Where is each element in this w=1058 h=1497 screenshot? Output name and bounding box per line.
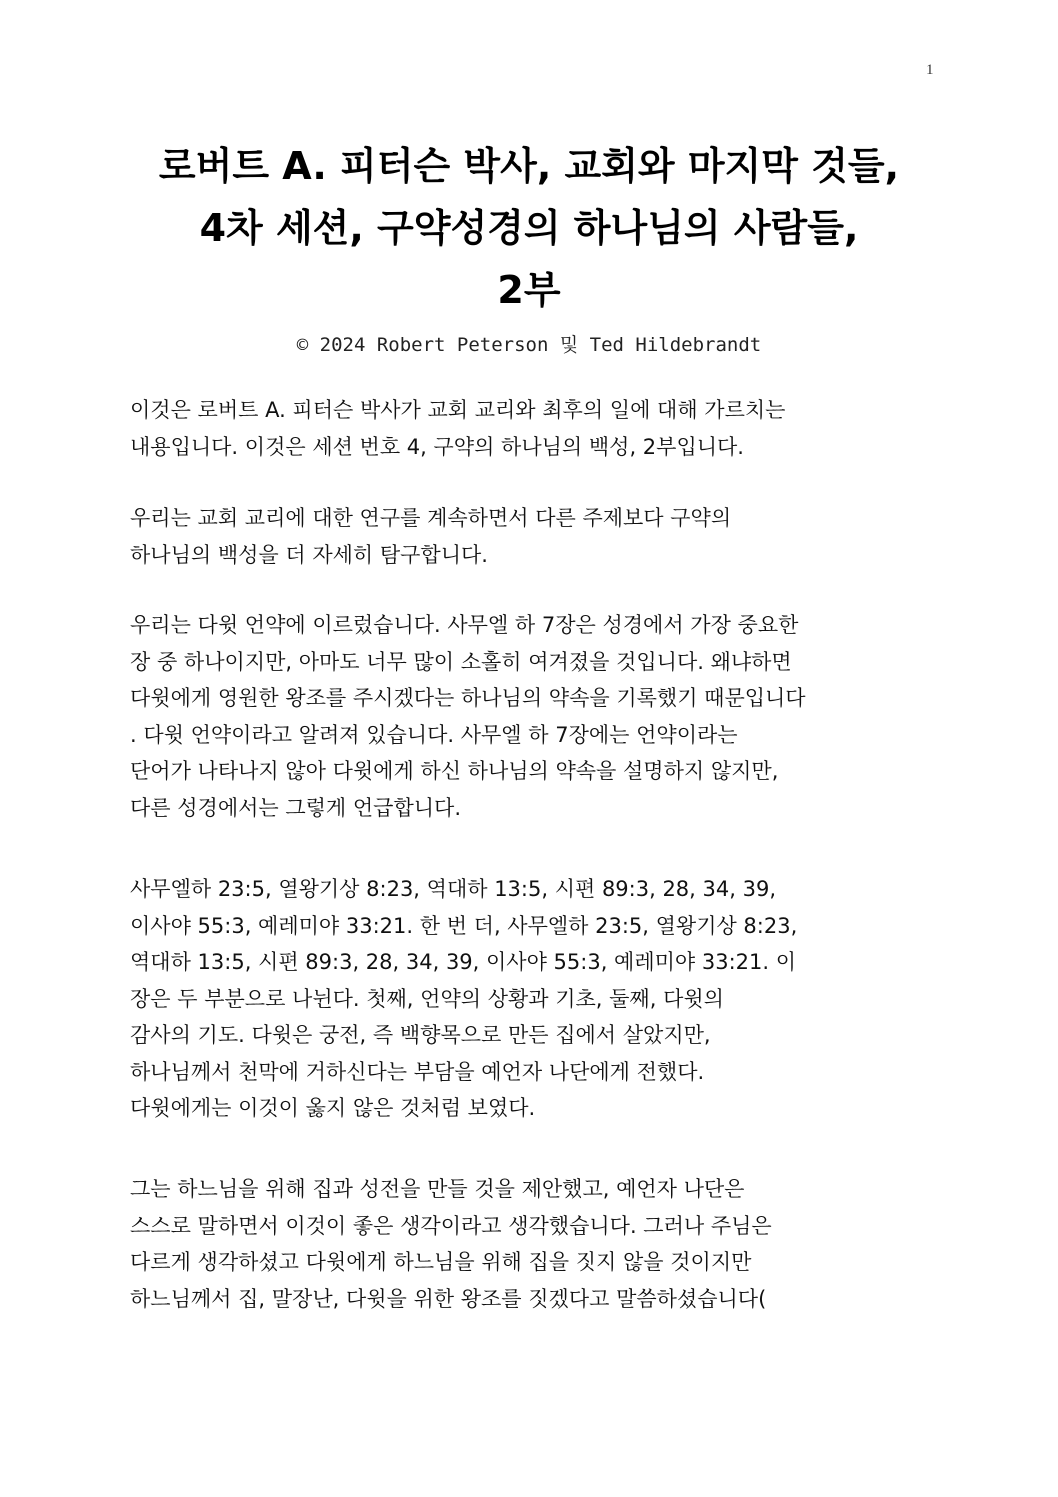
paragraph (130, 500, 930, 573)
document-title (60, 135, 998, 321)
title-line: 2부 (497, 268, 561, 312)
text-line: 스스로 말하면서 이것이 좋은 생각이라고 생각했습니다. 그러나 주님은 (130, 1213, 772, 1238)
text-line: 역대하 13:5, 시편 89:3, 28, 34, 39, 이사야 55:3, 예레미야 33:21. 이 (130, 950, 797, 974)
text-line: 다윗에게는 이것이 옳지 않은 것처럼 보였다. (130, 1096, 536, 1120)
text-line: 하나님께서 천막에 거하신다는 부담을 예언자 나단에게 전했다. (130, 1059, 705, 1084)
text-line: 하나님의 백성을 더 자세히 탐구합니다. (130, 542, 488, 567)
page-number: 1 (926, 62, 934, 78)
text-line: 장 중 하나이지만, 아마도 너무 많이 소홀히 여겨졌을 것입니다. 왜냐하면 (130, 649, 792, 674)
copyright-notice: © 2024 Robert Peterson 및 Ted Hildebrandt (296, 334, 762, 356)
paragraph-temple (130, 1171, 930, 1317)
paragraph-study (130, 500, 930, 573)
paragraph (130, 871, 930, 1127)
paragraph-intro (130, 392, 930, 465)
paragraph-davidic-covenant (130, 607, 930, 826)
text-line: 다윗에게 영원한 왕조를 주시겠다는 하나님의 약속을 기록했기 때문입니다 (130, 686, 806, 710)
text-line: 다르게 생각하셨고 다윗에게 하느님을 위해 집을 짓지 않을 것이지만 (130, 1250, 752, 1274)
text-line: 감사의 기도. 다윗은 궁전, 즉 백향목으로 만든 집에서 살았지만, (130, 1023, 711, 1047)
text-line: 사무엘하 23:5, 열왕기상 8:23, 역대하 13:5, 시편 89:3, 28, 34, 39, (130, 877, 776, 901)
title-line: 로버트 A. 피터슨 박사, 교회와 마지막 것들, (158, 144, 900, 188)
paragraph (130, 392, 930, 465)
paragraph (130, 1171, 930, 1317)
text-line: 우리는 다윗 언약에 이르렀습니다. 사무엘 하 7장은 성경에서 가장 중요한 (130, 613, 799, 637)
text-line: 하느님께서 집, 말장난, 다윗을 위한 왕조를 짓겠다고 말씀하셨습니다( (130, 1286, 767, 1311)
text-line: 장은 두 부분으로 나뉜다. 첫째, 언약의 상황과 기초, 둘째, 다윗의 (130, 986, 724, 1011)
paragraph-references (130, 871, 930, 1127)
text-line: 그는 하느님을 위해 집과 성전을 만들 것을 제안했고, 예언자 나단은 (130, 1177, 745, 1201)
text-line: 이사야 55:3, 예레미야 33:21. 한 번 더, 사무엘하 23:5, 열왕기상 8:23, (130, 913, 798, 938)
text-line: 내용입니다. 이것은 세션 번호 4, 구약의 하나님의 백성, 2부입니다. (130, 434, 744, 459)
title-line: 4차 세션, 구약성경의 하나님의 사람들, (199, 206, 859, 250)
text-line: . 다윗 언약이라고 알려져 있습니다. 사무엘 하 7장에는 언약이라는 (130, 722, 738, 747)
text-line: 다른 성경에서는 그렇게 언급합니다. (130, 795, 461, 820)
text-line: 우리는 교회 교리에 대한 연구를 계속하면서 다른 주제보다 구약의 (130, 506, 732, 530)
text-line: 이것은 로버트 A. 피터슨 박사가 교회 교리와 최후의 일에 대해 가르치는 (130, 398, 786, 422)
text-line: 단어가 나타나지 않아 다윗에게 하신 하나님의 약속을 설명하지 않지만, (130, 759, 779, 783)
paragraph (130, 607, 930, 826)
